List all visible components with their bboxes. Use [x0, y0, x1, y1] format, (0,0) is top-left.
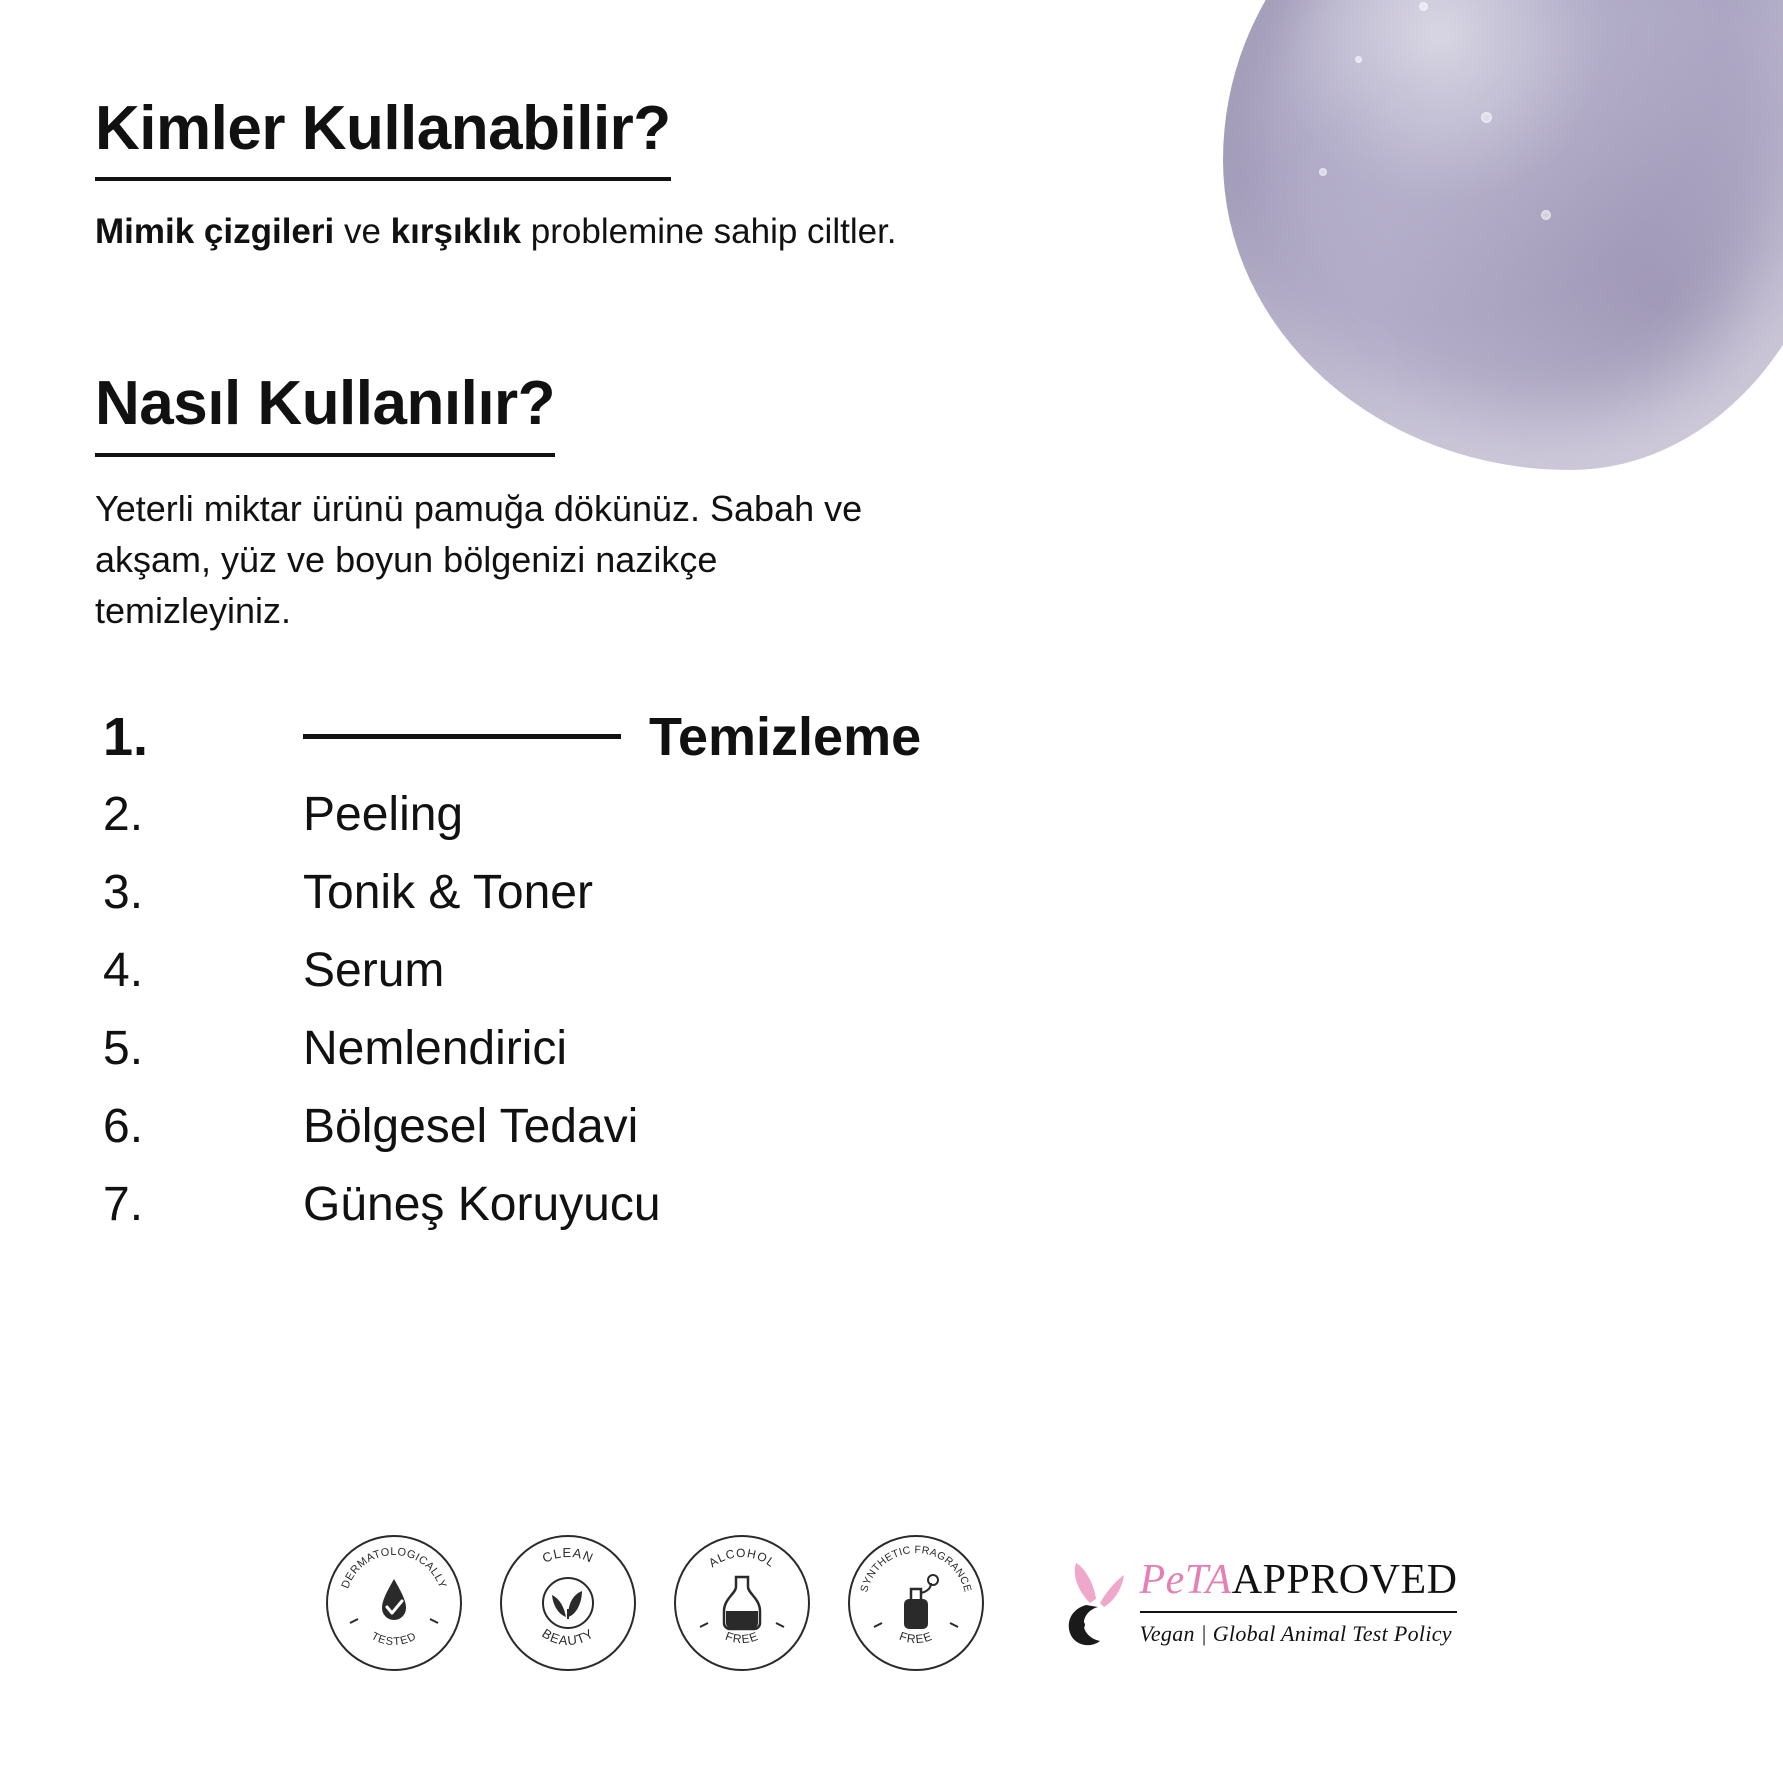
step-label: Nemlendirici: [303, 1022, 568, 1076]
who-can-use-body: [95, 209, 975, 255]
step-label: Güneş Koruyucu: [303, 1178, 661, 1232]
certification-badges: [0, 1535, 1783, 1671]
svg-text:FREE: FREE: [723, 1628, 761, 1647]
bubble-icon: [1355, 56, 1362, 63]
step-label: Peeling: [303, 788, 464, 842]
gel-blob-decoration: [1223, 0, 1783, 470]
list-item: [103, 854, 1145, 932]
svg-text:CLEAN: CLEAN: [539, 1544, 596, 1566]
section-who-can-use: [95, 95, 1145, 255]
alcohol-free-icon: [674, 1535, 810, 1671]
peta-divider: [1140, 1611, 1458, 1613]
peta-text: [1140, 1559, 1458, 1647]
who-body-bold-1: Mimik çizgileri: [95, 212, 335, 252]
synthetic-fragrance-free-icon: [848, 1535, 984, 1671]
svg-text:BEAUTY: BEAUTY: [538, 1625, 597, 1649]
section-how-to-use: [95, 370, 1145, 636]
svg-text:TESTED: TESTED: [368, 1630, 419, 1649]
who-can-use-heading: Kimler Kullanabilir?: [95, 95, 671, 181]
step-number: 7.: [103, 1178, 144, 1232]
bubble-icon: [1541, 210, 1551, 220]
step-label: Bölgesel Tedavi: [303, 1100, 639, 1154]
step-number: 6.: [103, 1100, 144, 1154]
routine-steps-list: [103, 698, 1145, 1244]
clean-beauty-icon: [500, 1535, 636, 1671]
step-indicator-line: [303, 734, 621, 739]
list-item: [103, 698, 1145, 776]
svg-text:DERMATOLOGICALLY: DERMATOLOGICALLY: [339, 1545, 449, 1591]
bunny-icon: [1060, 1557, 1126, 1649]
bubble-icon: [1481, 112, 1492, 123]
list-item: [103, 776, 1145, 854]
how-to-use-body: Yeterli miktar ürünü pamuğa dökünüz. Sabah ve akşam, yüz ve boyun bölgenizi nazikçe temizleyiniz.: [95, 487, 863, 631]
step-number: 1.: [103, 706, 149, 767]
step-label: Serum: [303, 944, 445, 998]
peta-title: [1140, 1559, 1458, 1601]
step-label: Tonik & Toner: [303, 866, 593, 920]
bubble-icon: [1319, 168, 1327, 176]
peta-brand: PeTA: [1139, 1557, 1232, 1603]
list-item: [103, 1010, 1145, 1088]
step-number: 4.: [103, 944, 144, 998]
list-item: [103, 1088, 1145, 1166]
bubble-icon: [1419, 2, 1428, 11]
who-body-bold-2: kırşıklık: [390, 212, 522, 252]
who-body-text-1: ve: [334, 212, 391, 252]
svg-text:FREE: FREE: [897, 1628, 935, 1647]
list-item: [103, 1166, 1145, 1244]
dermatologically-tested-icon: [326, 1535, 462, 1671]
peta-subtitle: Vegan | Global Animal Test Policy: [1139, 1621, 1452, 1646]
gel-blob-shape: [1223, 0, 1783, 470]
peta-approved-word: APPROVED: [1231, 1557, 1458, 1603]
step-number: 2.: [103, 788, 144, 842]
step-number: 3.: [103, 866, 144, 920]
step-label: Temizleme: [649, 706, 922, 767]
svg-text:SYNTHETIC FRAGRANCE: SYNTHETIC FRAGRANCE: [857, 1543, 974, 1594]
svg-text:ALCOHOL: ALCOHOL: [705, 1545, 778, 1571]
list-item: [103, 932, 1145, 1010]
step-number: 5.: [103, 1022, 144, 1076]
peta-approved-logo: [1060, 1557, 1458, 1649]
who-body-text-2: problemine sahip ciltler.: [521, 212, 897, 252]
card-content: [95, 95, 1145, 1244]
how-to-use-heading: Nasıl Kullanılır?: [95, 370, 555, 456]
